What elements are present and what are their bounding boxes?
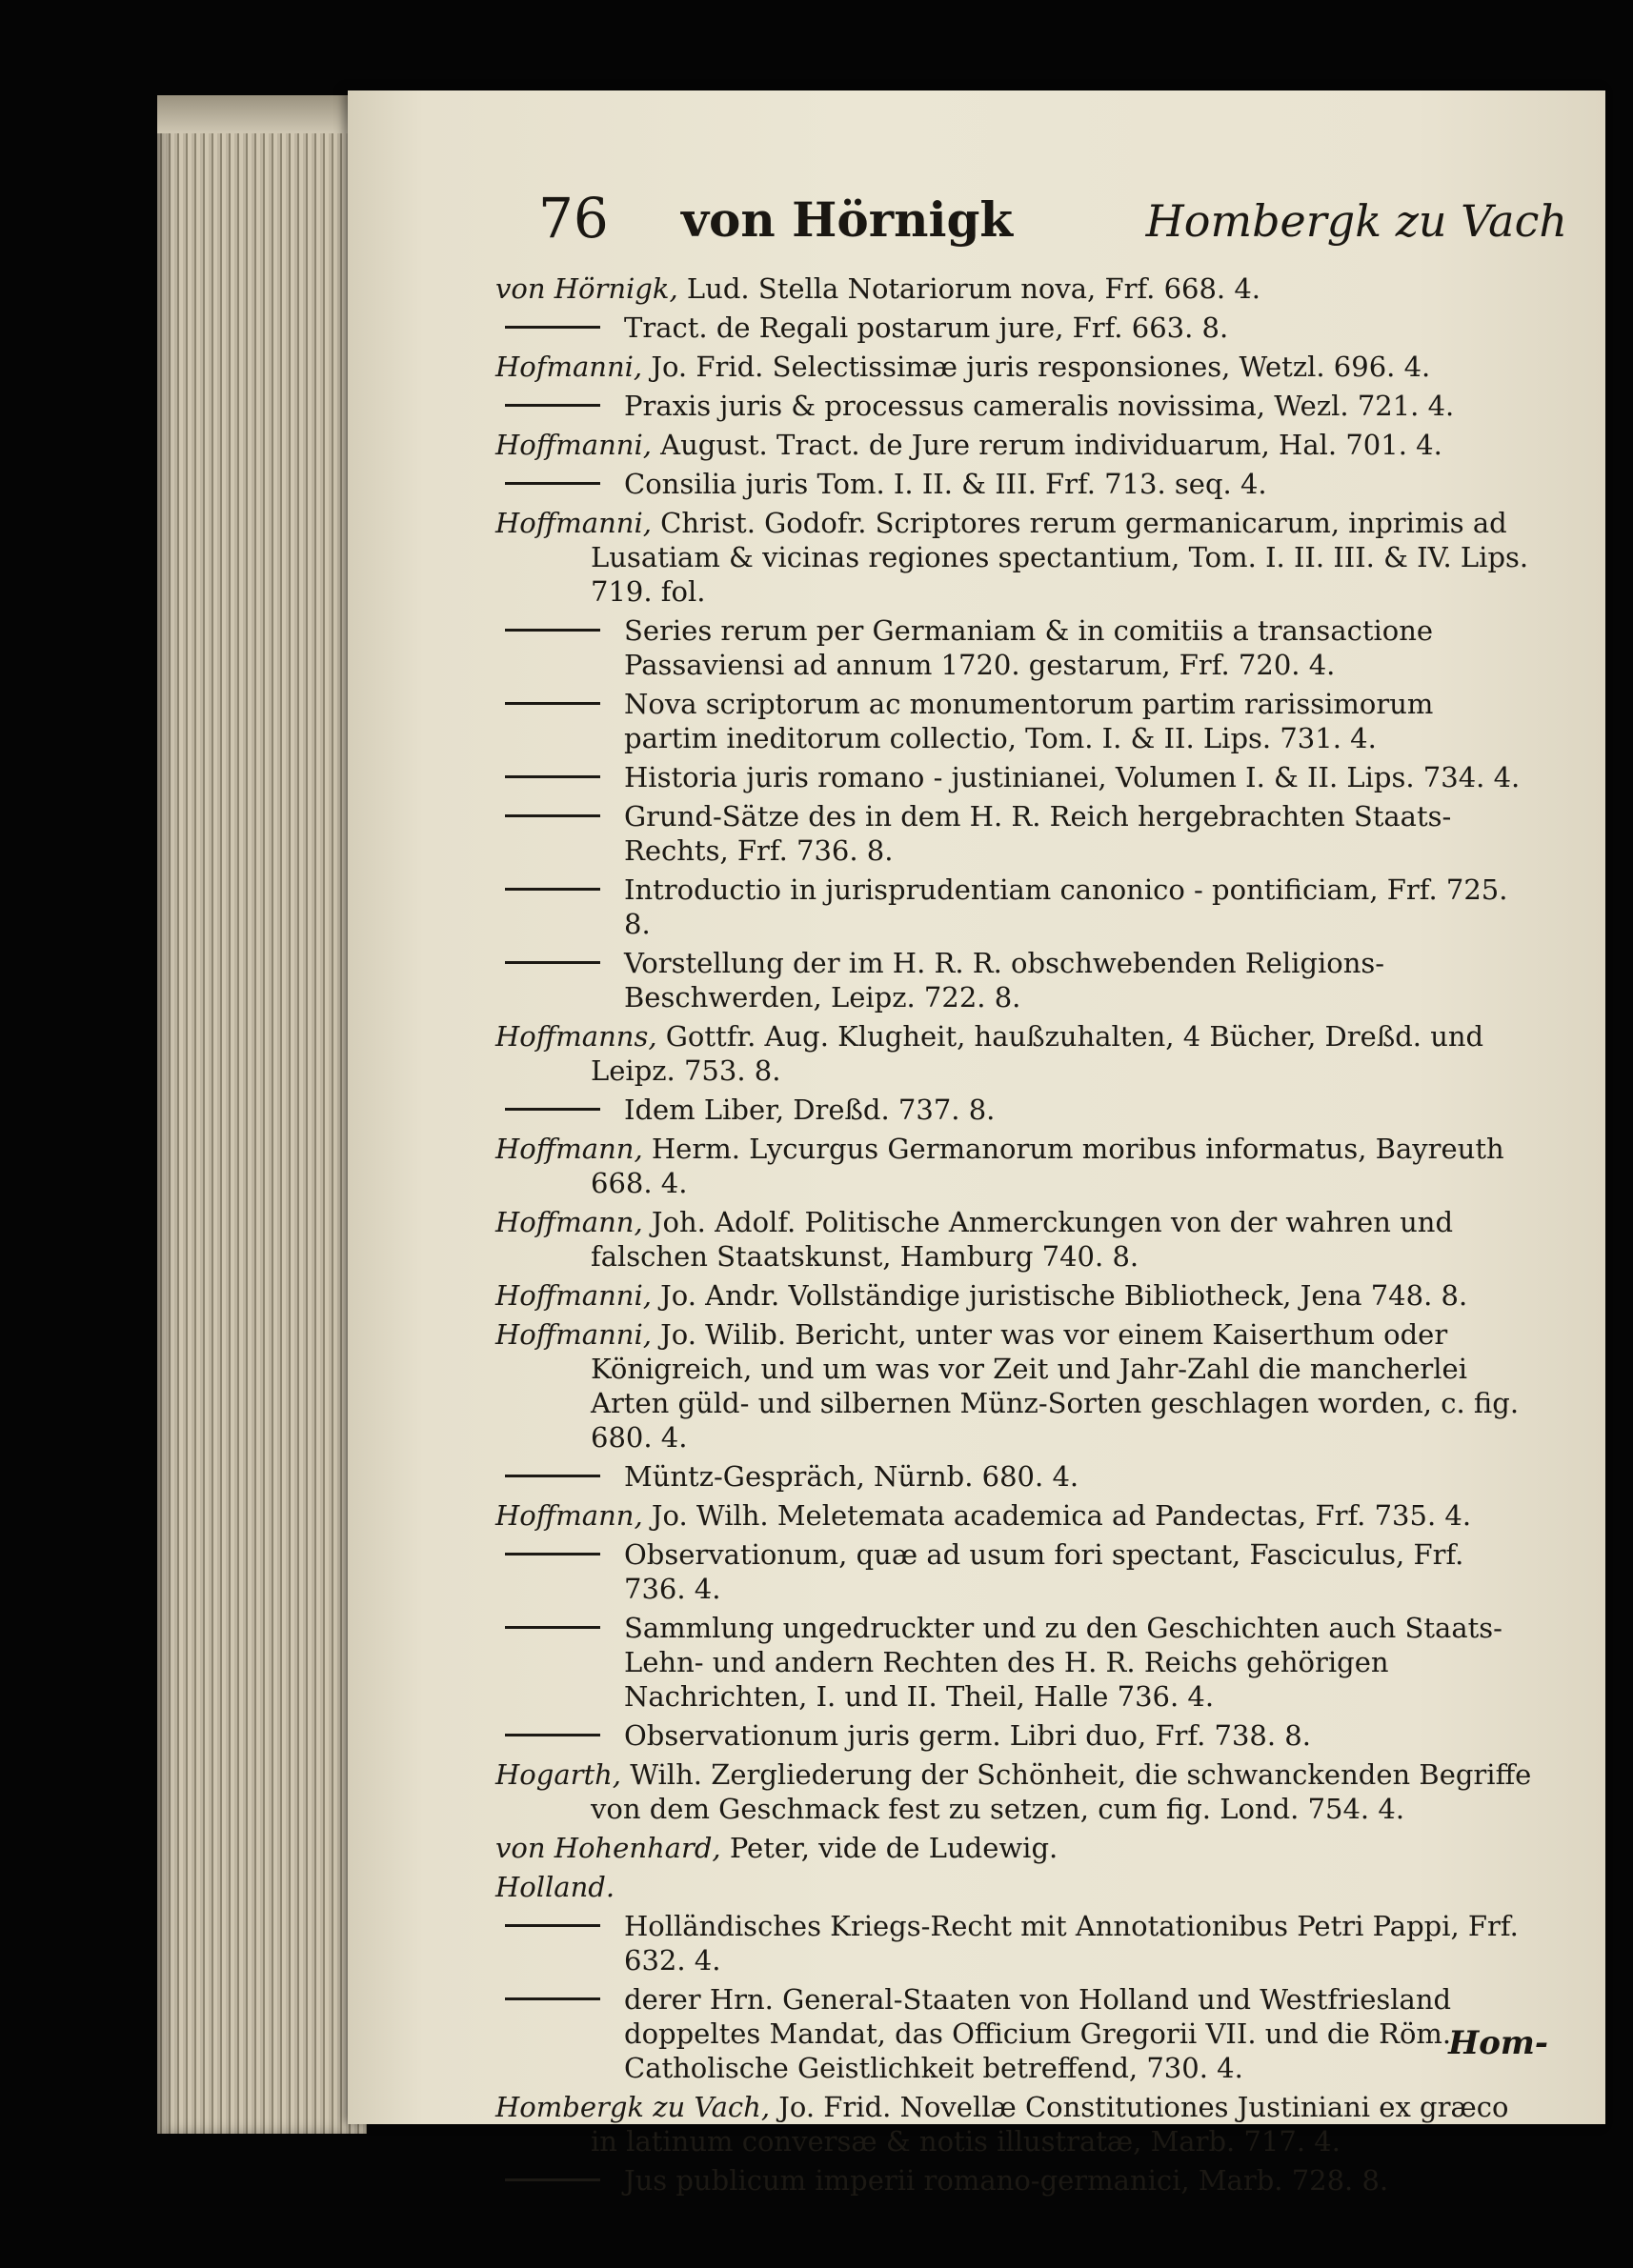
author-name: Hoffmann, xyxy=(495,1206,643,1238)
entry-text: Sammlung ungedruckter und zu den Geschichten auch Staats- Lehn- und andern Rechten des H. R. Reichs gehörigen Nachrichten, I. und II. Theil, Halle 736. 4. xyxy=(624,1612,1502,1713)
entry-text: derer Hrn. General-Staaten von Holland und Westfriesland doppeltes Mandat, das Officium Gregorii VII. und die Röm. Catholische Geistlichkeit betreffend, 730. 4. xyxy=(624,1983,1452,2084)
entry-text: Observationum, quæ ad usum fori spectant, Fasciculus, Frf. 736. 4. xyxy=(624,1538,1464,1605)
ditto-dash xyxy=(505,1553,600,1555)
author-name: Hoffmanni, xyxy=(495,1318,652,1351)
author-name: Hofmanni, xyxy=(495,351,643,383)
ditto-dash xyxy=(505,961,600,964)
ditto-dash xyxy=(505,1734,600,1736)
author-entry xyxy=(495,506,1534,609)
entry-text: Series rerum per Germaniam & in comitiis a transactione Passaviensi ad annum 1720. gestarum, Frf. 720. 4. xyxy=(624,614,1434,681)
continuation-entry xyxy=(495,1982,1534,2085)
ditto-dash xyxy=(505,775,600,778)
continuation-entry xyxy=(495,1537,1534,1606)
running-header xyxy=(538,186,1567,271)
author-entry xyxy=(495,271,1534,306)
ditto-dash xyxy=(505,629,600,632)
continuation-entry xyxy=(495,2163,1534,2198)
running-head-right: Hombergk zu Vach xyxy=(1145,195,1567,247)
continuation-entry xyxy=(495,1909,1534,1977)
author-entry xyxy=(495,1757,1534,1826)
entry-text: Nova scriptorum ac monumentorum partim rarissimorum partim ineditorum collectio, Tom. I. & II. Lips. 731. 4. xyxy=(624,688,1434,754)
book-page xyxy=(348,90,1605,2197)
entry-text: Christ. Godofr. Scriptores rerum germanicarum, inprimis ad Lusatiam & vicinas regiones spectantium, Tom. I. II. III. & IV. Lips. 719. fol. xyxy=(591,507,1529,608)
ditto-dash xyxy=(505,2178,600,2181)
catchword: Hom- xyxy=(1448,2024,1548,2062)
continuation-entry xyxy=(495,873,1534,941)
ditto-dash xyxy=(505,1626,600,1629)
author-entry xyxy=(495,1278,1534,1313)
ditto-dash xyxy=(505,1108,600,1111)
continuation-entry xyxy=(495,687,1534,755)
continuation-entry xyxy=(495,467,1534,501)
entry-text: Gottfr. Aug. Klugheit, haußzuhalten, 4 Bücher, Dreßd. und Leipz. 753. 8. xyxy=(591,1020,1484,1087)
author-name: von Hörnigk, xyxy=(495,272,678,305)
author-name: Holland. xyxy=(495,1871,615,1903)
entry-text: Idem Liber, Dreßd. 737. 8. xyxy=(624,1094,996,1126)
entry-text: Herm. Lycurgus Germanorum moribus informatus, Bayreuth 668. 4. xyxy=(591,1133,1504,1199)
entry-text: Observationum juris germ. Libri duo, Frf. 738. 8. xyxy=(624,1719,1311,1752)
ditto-dash xyxy=(505,1924,600,1927)
entry-text: Lud. Stella Notariorum nova, Frf. 668. 4. xyxy=(677,272,1261,305)
ditto-dash xyxy=(505,482,600,485)
continuation-entry xyxy=(495,311,1534,345)
ditto-dash xyxy=(505,1997,600,2000)
entry-text: Praxis juris & processus cameralis novissima, Wezl. 721. 4. xyxy=(624,390,1455,422)
author-entry xyxy=(495,428,1534,462)
continuation-entry xyxy=(495,1093,1534,1127)
entry-text: Historia juris romano - justinianei, Volumen I. & II. Lips. 734. 4. xyxy=(624,761,1521,793)
entry-text: Jo. Wilh. Meletemata academica ad Pandectas, Frf. 735. 4. xyxy=(642,1499,1472,1532)
entry-text: August. Tract. de Jure rerum individuarum, Hal. 701. 4. xyxy=(651,429,1442,461)
entry-text: Holländisches Kriegs-Recht mit Annotationibus Petri Pappi, Frf. 632. 4. xyxy=(624,1910,1519,1977)
entry-text: Jo. Frid. Novellæ Constitutiones Justiniani ex græco in latinum conversæ & notis illustratæ, Marb. 717. 4. xyxy=(591,2091,1509,2158)
page-edges xyxy=(157,95,367,2134)
entry-text: Joh. Adolf. Politische Anmerckungen von der wahren und falschen Staatskunst, Hamburg 740. 8. xyxy=(591,1206,1454,1273)
author-entry xyxy=(495,1317,1534,1455)
ditto-dash xyxy=(505,326,600,329)
author-name: Hoffmanni, xyxy=(495,507,652,539)
ditto-dash xyxy=(505,404,600,407)
continuation-entry xyxy=(495,389,1534,423)
continuation-entry xyxy=(495,799,1534,868)
ditto-dash xyxy=(505,814,600,817)
author-name: Hoffmanni, xyxy=(495,1279,652,1312)
author-name: Hoffmann, xyxy=(495,1499,643,1532)
entry-text: Jo. Wilib. Bericht, unter was vor einem Kaiserthum oder Königreich, und um was vor Zeit und Jahr-Zahl die mancherlei Arten güld- und silbernen Münz-Sorten geschlagen worden, c. fig. 680. 4. xyxy=(591,1318,1520,1454)
author-entry xyxy=(495,1019,1534,1088)
author-entry xyxy=(495,350,1534,384)
author-entry xyxy=(495,1498,1534,1533)
entry-text: Jus publicum imperii romano-germanici, Marb. 728. 8. xyxy=(624,2164,1389,2197)
continuation-entry xyxy=(495,1611,1534,1714)
ditto-dash xyxy=(505,1475,600,1477)
author-entry xyxy=(495,1831,1534,1865)
continuation-entry xyxy=(495,760,1534,794)
entry-text: Grund-Sätze des in dem H. R. Reich hergebrachten Staats-Rechts, Frf. 736. 8. xyxy=(624,800,1452,867)
entry-text: Jo. Frid. Selectissimæ juris responsiones, Wetzl. 696. 4. xyxy=(642,351,1431,383)
author-name: Hoffmanns, xyxy=(495,1020,657,1053)
author-entry xyxy=(495,1870,1534,1904)
entry-text: Tract. de Regali postarum jure, Frf. 663. 8. xyxy=(624,311,1229,344)
author-entry xyxy=(495,1205,1534,1274)
author-name: von Hohenhard, xyxy=(495,1832,721,1864)
author-entry xyxy=(495,1132,1534,1200)
author-name: Hogarth, xyxy=(495,1758,622,1791)
author-name: Hoffmanni, xyxy=(495,429,652,461)
ditto-dash xyxy=(505,888,600,891)
continuation-entry xyxy=(495,1718,1534,1753)
continuation-entry xyxy=(495,613,1534,682)
author-name: Hoffmann, xyxy=(495,1133,643,1165)
entry-text: Müntz-Gespräch, Nürnb. 680. 4. xyxy=(624,1460,1079,1493)
running-head-left: von Hörnigk xyxy=(681,191,1014,248)
page-number: 76 xyxy=(538,186,609,251)
entry-text: Introductio in jurisprudentiam canonico - pontificiam, Frf. 725. 8. xyxy=(624,873,1508,940)
author-entry xyxy=(495,2090,1534,2158)
entry-text: Peter, vide de Ludewig. xyxy=(720,1832,1058,1864)
ditto-dash xyxy=(505,702,600,705)
bibliography-entries xyxy=(495,271,1534,2202)
entry-text: Wilh. Zergliederung der Schönheit, die schwanckenden Begriffe von dem Geschmack fest zu setzen, cum fig. Lond. 754. 4. xyxy=(591,1758,1532,1825)
continuation-entry xyxy=(495,946,1534,1014)
entry-text: Consilia juris Tom. I. II. & III. Frf. 713. seq. 4. xyxy=(624,468,1267,500)
entry-text: Vorstellung der im H. R. R. obschwebenden Religions-Beschwerden, Leipz. 722. 8. xyxy=(624,947,1385,1014)
author-name: Hombergk zu Vach, xyxy=(495,2091,771,2123)
entry-text: Jo. Andr. Vollständige juristische Bibliotheck, Jena 748. 8. xyxy=(651,1279,1468,1312)
continuation-entry xyxy=(495,1459,1534,1494)
